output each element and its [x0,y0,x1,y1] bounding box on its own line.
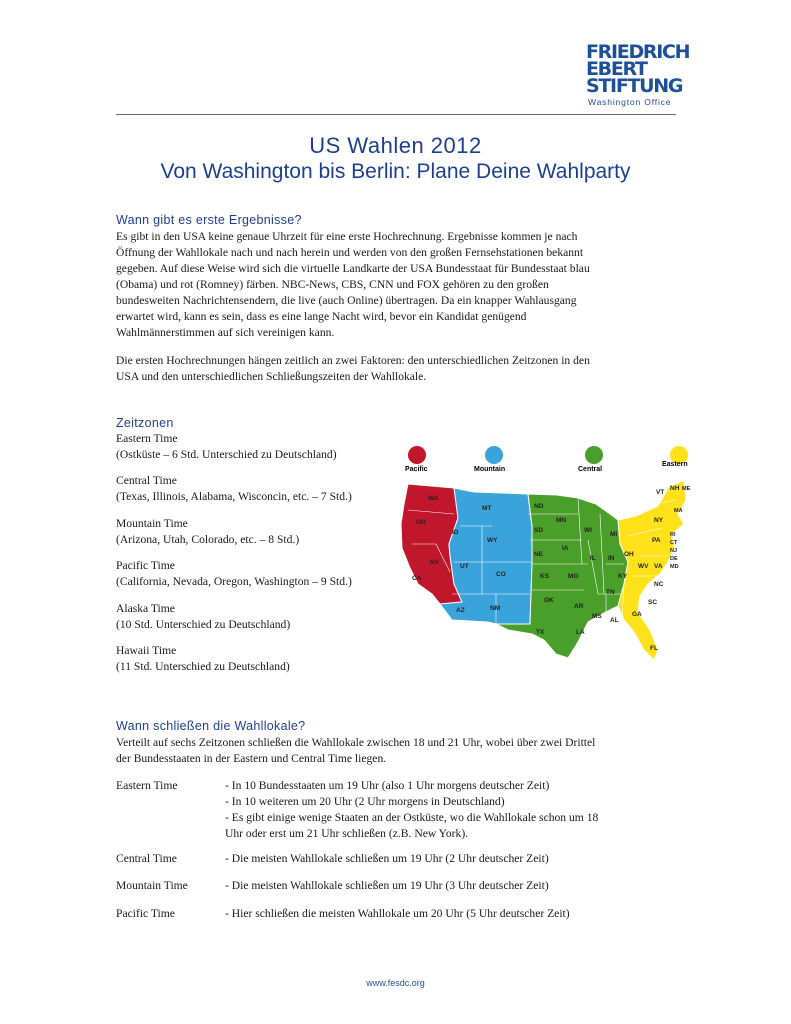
text-line: - Die meisten Wahllokale schließen um 19 Uhr (2 Uhr deutscher Zeit) [225,852,549,865]
central-legend-dot [585,446,603,464]
state-label: AL [610,617,619,624]
state-label: RI [670,532,676,538]
zone-name: Mountain Time [116,517,188,530]
closing-text [225,906,670,922]
state-label: NY [654,517,664,524]
state-label: MT [482,505,492,512]
state-label: IN [608,555,615,562]
closing-label: Pacific Time [116,907,175,920]
text-line: - In 10 weiteren um 20 Uhr (2 Uhr morgens in Deutschland) [225,795,505,808]
text-line: erwartet wird, kann es sein, dass es eine lange Nacht wird, bevor ein Kandidat genügend [116,310,527,323]
state-label: WY [487,537,498,544]
central-legend-label: Central [578,466,603,473]
state-label: WA [428,495,439,502]
text-line: der Bundesstaaten in der Eastern und Central Time liegen. [116,752,387,765]
state-label: ME [682,486,691,492]
section-heading-results: Wann gibt es erste Ergebnisse? [116,213,302,227]
state-label: MS [592,613,602,620]
state-label: SD [534,527,544,534]
mountain-legend-label: Mountain [474,466,506,473]
zone-desc: (Ostküste – 6 Std. Unterschied zu Deutschland) [116,448,337,461]
state-label: OR [416,519,426,526]
zone-desc: (California, Nevada, Oregon, Washington – 9 Std.) [116,575,352,588]
text-line: - Hier schließen die meisten Wahllokale um 20 Uhr (5 Uhr deutscher Zeit) [225,907,570,920]
closing-label: Eastern Time [116,779,178,792]
eastern-zone [618,480,686,660]
closing-intro [116,735,676,767]
state-label: KS [540,573,550,580]
text-line: Die ersten Hochrechnungen hängen zeitlich an zwei Faktoren: den unterschiedlichen Zeitzonen in den [116,354,590,367]
state-label: IL [590,555,596,562]
state-label: IA [562,545,569,552]
text-line: Wahlmännerstimmen auf sich vereinigen kann. [116,326,335,339]
state-label: CT [670,540,678,546]
text-line: - Die meisten Wahllokale schließen um 19 Uhr (3 Uhr deutscher Zeit) [225,879,549,892]
closing-text [225,878,670,894]
text-line: Uhr oder erst um 21 Uhr schließen (z.B. New York). [225,827,469,840]
state-label: OH [624,551,634,558]
text-line: (Obama) und rot (Romney) färben. NBC-News, CBS, CNN und FOX gehören zu den großen [116,278,549,291]
zone-name: Alaska Time [116,602,175,615]
zone-desc: (Arizona, Utah, Colorado, etc. – 8 Std.) [116,533,300,546]
text-line: USA und den unterschiedlichen Schließungszeiten der Wahllokale. [116,370,427,383]
state-label: KY [618,573,628,580]
logo-line-3: STIFTUNG [586,75,683,97]
state-label: MO [568,573,579,580]
text-line: - Es gibt einige wenige Staaten an der Ostküste, wo die Wahllokale schon um 18 [225,811,599,824]
page-subtitle: Von Washington bis Berlin: Plane Deine Wahlparty [160,160,631,183]
mountain-legend-dot [485,446,503,464]
state-label: NM [490,605,501,612]
state-label: AR [574,603,584,610]
state-label: AZ [456,607,465,614]
state-label: NV [430,559,440,566]
footer-url[interactable]: www.fesdc.org [366,978,425,988]
state-label: ND [534,503,544,510]
state-label: SC [648,599,658,606]
state-label: NH [670,485,680,492]
text-line: bundesweiten Nachrichtensendern, die live (auch Online) übertragen. Da ein knapper Wahlausgang [116,294,577,307]
state-label: VA [654,563,663,570]
state-label: OK [544,597,554,604]
state-label: TX [536,629,545,636]
fes-logo [586,41,690,107]
pacific-legend-dot [408,446,426,464]
zone-desc: (Texas, Illinois, Alabama, Wisconcin, etc. – 7 Std.) [116,490,352,503]
logo-line-1: FRIEDRICH [586,41,690,63]
text-line: Verteilt auf sechs Zeitzonen schließen die Wahllokale zwischen 18 und 21 Uhr, wobei über zwei Drittel [116,736,596,749]
zone-name: Eastern Time [116,432,178,445]
state-label: NC [654,581,664,588]
state-label: PA [652,537,661,544]
state-label: DE [670,556,678,562]
section-heading-timezones: Zeitzonen [116,416,174,430]
state-label: WI [584,527,592,534]
zone-desc: (10 Std. Unterschied zu Deutschland) [116,618,291,631]
state-label: CA [412,575,422,582]
state-label: MA [674,508,683,514]
header-divider [116,114,676,115]
results-paragraph-2 [116,353,676,385]
zone-name: Hawaii Time [116,644,177,657]
state-label: NE [534,551,544,558]
state-label: MD [670,564,679,570]
closing-text [225,851,670,867]
closing-label: Central Time [116,852,177,865]
closing-label: Mountain Time [116,879,188,892]
section-heading-closing: Wann schließen die Wahllokale? [116,719,306,733]
state-label: VT [656,489,665,496]
state-label: LA [576,629,585,636]
timezone-map [392,444,691,676]
state-label: ID [452,529,459,536]
state-label: MN [556,517,567,524]
state-label: MI [610,531,618,538]
zone-name: Central Time [116,474,177,487]
logo-line-2: EBERT [586,58,647,80]
eastern-legend-label: Eastern [662,461,688,468]
closing-text [225,778,670,842]
state-label: WV [638,563,649,570]
text-line: gegeben. Auf diese Weise wird sich die virtuelle Landkarte der USA Bundesstaat für Bundesstaat blau [116,262,590,275]
state-label: CO [496,571,506,578]
pacific-legend-label: Pacific [405,466,428,473]
results-paragraph-1 [116,229,676,341]
zone-desc: (11 Std. Unterschied zu Deutschland) [116,660,290,673]
state-label: NJ [670,548,678,554]
logo-office: Washington Office [588,97,672,107]
state-label: UT [460,563,469,570]
state-label: GA [632,611,642,618]
page-title: US Wahlen 2012 [309,133,482,158]
zone-name: Pacific Time [116,559,175,572]
us-timezone-map-svg [392,444,691,676]
text-line: - In 10 Bundesstaaten um 19 Uhr (also 1 Uhr morgens deutscher Zeit) [225,779,550,792]
text-line: Öffnung der Wahllokale nach und nach herein und werden von den großen Fernsehstationen bekannt [116,246,584,259]
state-label: TN [606,589,615,596]
state-label: FL [650,645,658,652]
text-line: Es gibt in den USA keine genaue Uhrzeit für eine erste Hochrechnung. Ergebnisse kommen je nach [116,230,578,243]
